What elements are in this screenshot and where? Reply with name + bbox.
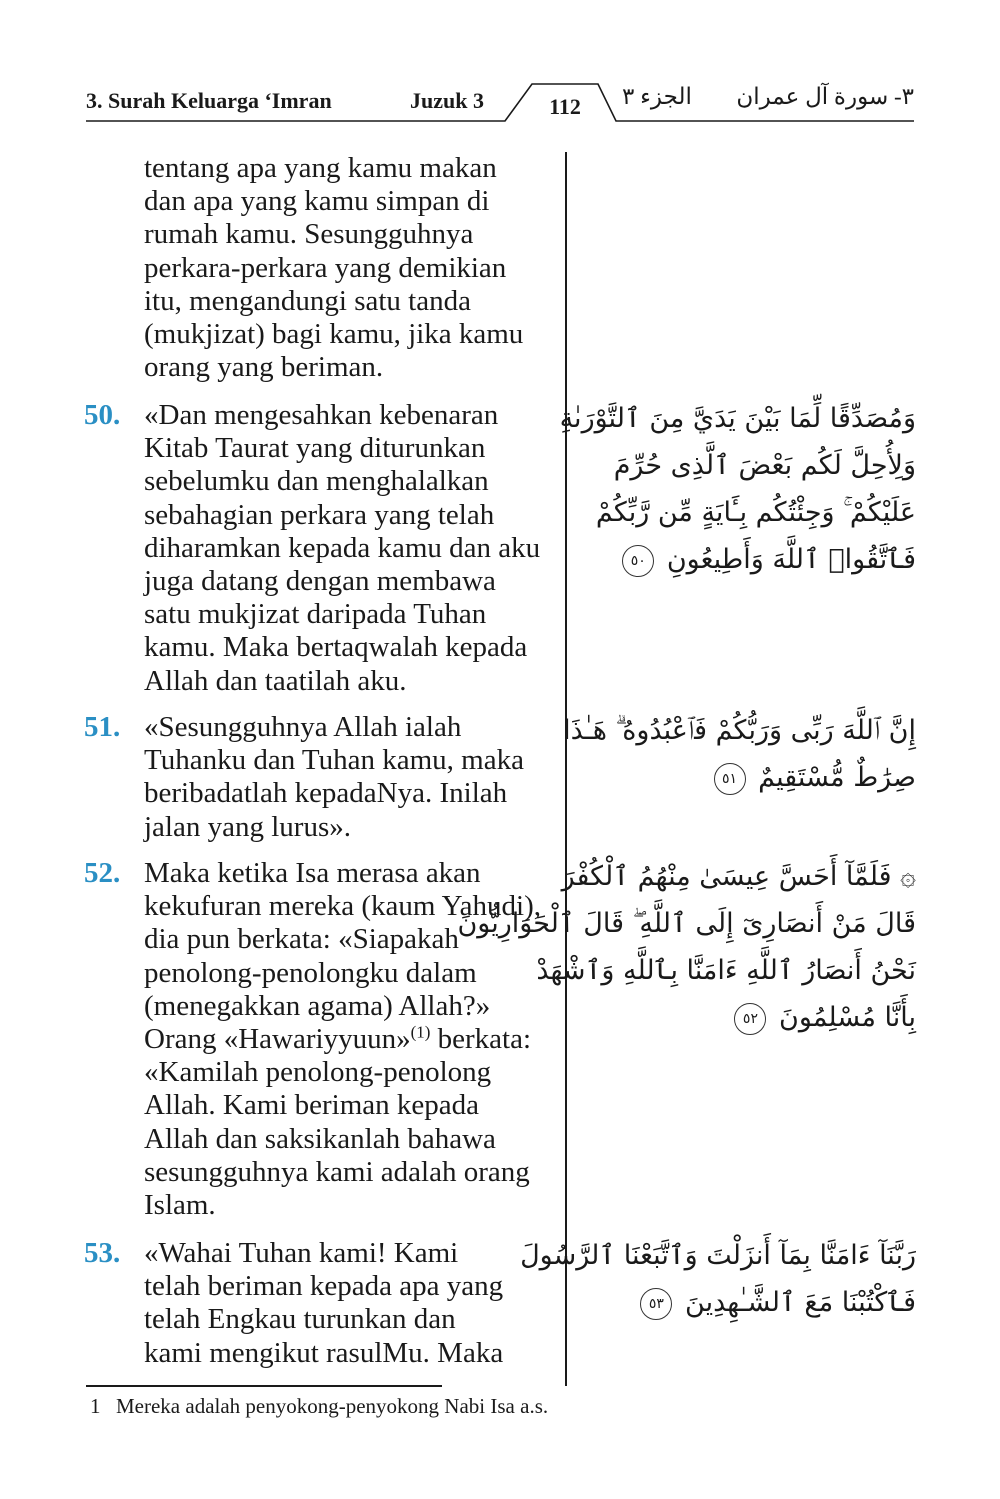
juz-label: Juzuk 3 [410,88,484,113]
footnote-number: 1 [90,1394,101,1418]
verse-51-translation [144,711,564,844]
arabic-text: فَٱكْتُبْنَا مَعَ ٱلشَّـٰهِدِينَ [685,1287,916,1318]
arabic-line: نَحْنُ أَنصَارُ ٱللَّهِ ءَامَنَّا بِٱللَّهِ وَٱشْهَدْ [536,955,916,986]
footnote-marker[interactable]: (1) [410,1022,431,1042]
verse-number: 53. [84,1237,121,1269]
text-line: «Sesungguhnya Allah ialah [144,711,462,743]
line-end: berkata: [430,1023,532,1056]
text-line: rumah kamu. Sesungguhnya [144,218,474,251]
arabic-line-last [598,1279,916,1326]
arabic-line-last [598,754,916,801]
text-line: itu, mengandungi satu tanda [144,284,471,317]
ayah-end-marker: ٥٠ [622,545,654,577]
footnote-text: Mereka adalah penyokong-penyokong Nabi Isa a.s. [116,1394,549,1418]
verse-53-translation [144,1237,564,1370]
arabic-line: ۞ فَلَمَّآ أَحَسَّ عِيسَىٰ مِنْهُمُ ٱلْكُفْرَ [561,861,916,892]
text-line: kamu. Maka bertaqwalah kepada [144,631,528,664]
text-line: Tuhanku dan Tuhan kamu, maka [144,744,524,777]
arabic-line: رَبَّنَآ ءَامَنَّا بِمَآ أَنزَلْتَ وَٱتَّبَعْنَا ٱلرَّسُولَ [520,1240,916,1271]
column-divider [565,152,567,1386]
surah-title: 3. Surah Keluarga ‘Imran [86,88,332,113]
text-line: dan apa yang kamu simpan di [144,185,490,218]
text-line: (menegakkan agama) Allah?» [144,989,491,1022]
ayah-end-marker: ٥٣ [640,1288,672,1320]
text-line: Allah dan taatilah aku. [144,664,407,697]
verse-53-arabic [520,1232,916,1326]
header-rule [0,0,1000,130]
text-line: sebelumku dan menghalalkan [144,465,489,498]
text-line: satu mukjizat daripada Tuhan [144,598,487,631]
text-line: Maka ketika Isa merasa akan [144,857,481,889]
text-line: perkara-perkara yang demikian [144,251,507,284]
text-line: «Kamilah penolong-penolong [144,1056,492,1089]
text-line: kami mengikut rasulMu. Maka [144,1336,504,1369]
text-line: penolong-penolongku dalam [144,956,477,989]
text-line-with-footnote [144,1023,564,1056]
text-line: orang yang beriman. [144,351,384,384]
arabic-text: فَٱتَّقُوا۟ ٱللَّهَ وَأَطِيعُونِ [666,544,916,575]
text-line: Islam. [144,1189,216,1222]
arabic-line-last [598,994,916,1041]
text-line: juga datang dengan membawa [144,565,496,598]
page-number: 112 [549,94,581,119]
footnote [90,1394,548,1419]
verse-49-continuation [144,152,564,384]
juz-arabic: الجزء ٣ [622,84,692,109]
text-line: tentang apa yang kamu makan [144,152,497,184]
verse-number: 50. [84,399,121,431]
arabic-line-last [598,536,916,583]
arabic-line: وَمُصَدِّقًا لِّمَا بَيْنَ يَدَيَّ مِنَ ٱلتَّوْرَىٰةِ [559,403,916,434]
text-line: telah beriman kepada apa yang [144,1270,504,1303]
text-line: Kitab Taurat yang diturunkan [144,432,486,465]
text-line: dia pun berkata: «Siapakah [144,923,459,956]
text-line: sebahagian perkara yang telah [144,498,495,531]
verse-50-arabic [559,395,916,583]
text-line: Allah dan saksikanlah bahawa [144,1122,496,1155]
arabic-line: عَلَيْكُمْ ۚ وَجِئْتُكُم بِـَٔايَةٍ مِّن رَّبِّكُمْ [595,497,916,528]
arabic-line: قَالَ مَنْ أَنصَارِىٓ إِلَى ٱللَّهِ ۖ قَالَ ٱلْحَوَارِيُّونَ [457,908,916,939]
arabic-line: إِنَّ ٱللَّهَ رَبِّى وَرَبُّكُمْ فَٱعْبُدُوهُ ۗ هَـٰذَا [563,715,916,746]
verse-number: 52. [84,857,121,889]
surah-arabic: ٣- سورة آل عمران [736,84,914,109]
arabic-text: صِرَٰطٌ مُّسْتَقِيمٌ [758,762,916,793]
footnote-rule [86,1385,442,1387]
verse-50-translation [144,399,564,698]
text-line: beribadatlah kepadaNya. Inilah [144,777,508,810]
text-line: jalan yang lurus». [144,810,351,843]
text-line: «Wahai Tuhan kami! Kami [144,1237,459,1269]
verse-51-arabic [563,707,916,801]
line-start: Orang «Hawariyyuun» [144,1023,411,1056]
text-line: diharamkan kepada kamu dan aku [144,531,541,564]
ayah-end-marker: ٥١ [714,763,746,795]
text-line: (mukjizat) bagi kamu, jika kamu [144,318,524,351]
text-line: telah Engkau turunkan dan [144,1303,456,1336]
text-line: «Dan mengesahkan kebenaran [144,399,499,431]
text-line: sesungguhnya kami adalah orang [144,1155,530,1188]
ayah-end-marker: ٥٢ [734,1003,766,1035]
verse-52-arabic [457,853,916,1041]
text-line: kekufuran mereka (kaum Yahudi), [144,890,542,923]
text-line: Allah. Kami beriman kepada [144,1089,479,1122]
arabic-line: وَلِأُحِلَّ لَكُم بَعْضَ ٱلَّذِى حُرِّمَ [613,450,916,481]
arabic-text: بِأَنَّا مُسْلِمُونَ [779,1002,916,1033]
verse-number: 51. [84,711,121,743]
